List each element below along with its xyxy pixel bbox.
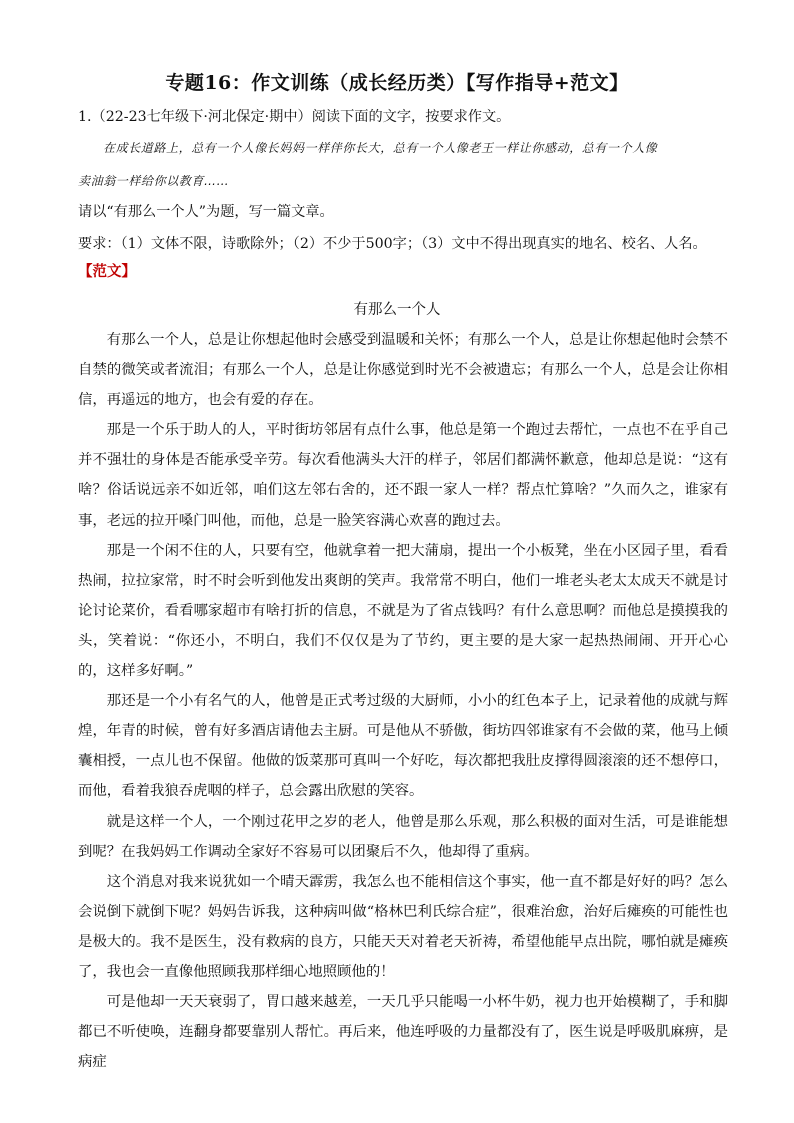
essay-title: 有那么一个人 bbox=[353, 302, 441, 318]
essay-paragraph: 这个消息对我来说犹如一个晴天霹雳，我怎么也不能相信这个事实，他一直不都是好好的吗？怎么会说倒下就倒下呢？妈妈告诉我，这种病叫做“格林巴利氏综合症”，很难治愈，治好后瘫痪的可能性也是极大的。我不是医生，没有救病的良方，只能天天对着老天祈祷，希望他能早点出院，哪怕就是瘫痪了，我也会一直像他照顾我那样细心地照顾他的！ bbox=[78, 873, 728, 980]
instruction-text: 请以“有那么一个人”为题，写一篇文章。 bbox=[78, 204, 334, 220]
question-prompt: 1.（22-23七年级下·河北保定·期中）阅读下面的文字，按要求作文。 bbox=[78, 109, 511, 125]
quote-line-2: 卖油翁一样给你以教育…… bbox=[78, 174, 230, 188]
requirements-text: 要求：（1）文体不限，诗歌除外；（2）不少于500字；（3）文中不得出现真实的地名、校名、人名。 bbox=[78, 236, 707, 252]
essay-body bbox=[78, 325, 728, 1077]
essay-paragraph: 那还是一个小有名气的人，他曾是正式考过级的大厨师，小小的红色本子上，记录着他的成就与辉煌，年青的时候，曾有好多酒店请他去主厨。可是他从不骄傲，街坊四邻谁家有不会做的菜，他马上倾囊相授，一点儿也不保留。他做的饭菜那可真叫一个好吃，每次都把我肚皮撑得圆滚滚的还不想停口，而他，看着我狼吞虎咽的样子，总会露出欣慰的笑容。 bbox=[78, 693, 728, 800]
essay-paragraph: 可是他却一天天衰弱了，胃口越来越差，一天几乎只能喝一小杯牛奶，视力也开始模糊了，手和脚都已不听使唤，连翻身都要靠别人帮忙。再后来，他连呼吸的力量都没有了，医生说是呼吸肌麻痹，是病症 bbox=[78, 994, 728, 1071]
sample-essay-tag: 【范文】 bbox=[78, 263, 136, 280]
document-title: 专题16：作文训练（成长经历类）【写作指导+范文】 bbox=[165, 72, 629, 94]
essay-paragraph: 那是一个闲不住的人，只要有空，他就拿着一把大蒲扇，提出一个小板凳，坐在小区园子里，看看热闹，拉拉家常，时不时会听到他发出爽朗的笑声。我常常不明白，他们一堆老头老太太成天不就是讨论讨论菜价，看看哪家超市有啥打折的信息，不就是为了省点钱吗？有什么意思啊？而他总是摸摸我的头，笑着说：“你还小，不明白，我们不仅仅是为了节约，更主要的是大家一起热热闹闹、开开心心的，这样多好啊。” bbox=[78, 542, 728, 680]
essay-paragraph: 就是这样一个人，一个刚过花甲之岁的老人，他曾是那么乐观，那么积极的面对生活，可是谁能想到呢？在我妈妈工作调动全家好不容易可以团聚后不久，他却得了重病。 bbox=[78, 813, 728, 860]
essay-paragraph: 有那么一个人，总是让你想起他时会感受到温暖和关怀；有那么一个人，总是让你想起他时会禁不自禁的微笑或者流泪；有那么一个人，总是让你感觉到时光不会被遗忘；有那么一个人，总是会让你相信，再遥远的地方，也会有爱的存在。 bbox=[78, 332, 728, 409]
essay-paragraph: 那是一个乐于助人的人，平时街坊邻居有点什么事，他总是第一个跑过去帮忙，一点也不在乎自己并不强壮的身体是否能承受辛劳。每次看他满头大汗的样子，邻居们都满怀歉意，他却总是说：“这有啥？俗话说远亲不如近邻，咱们这左邻右舍的，还不跟一家人一样？帮点忙算啥？”久而久之，谁家有事，老远的拉开嗓门叫他，而他，总是一脸笑容满心欢喜的跑过去。 bbox=[78, 422, 728, 529]
quote-line-1: 在成长道路上，总有一个人像长妈妈一样伴你长大，总有一个人像老王一样让你感动，总有一个人像 bbox=[103, 141, 658, 155]
